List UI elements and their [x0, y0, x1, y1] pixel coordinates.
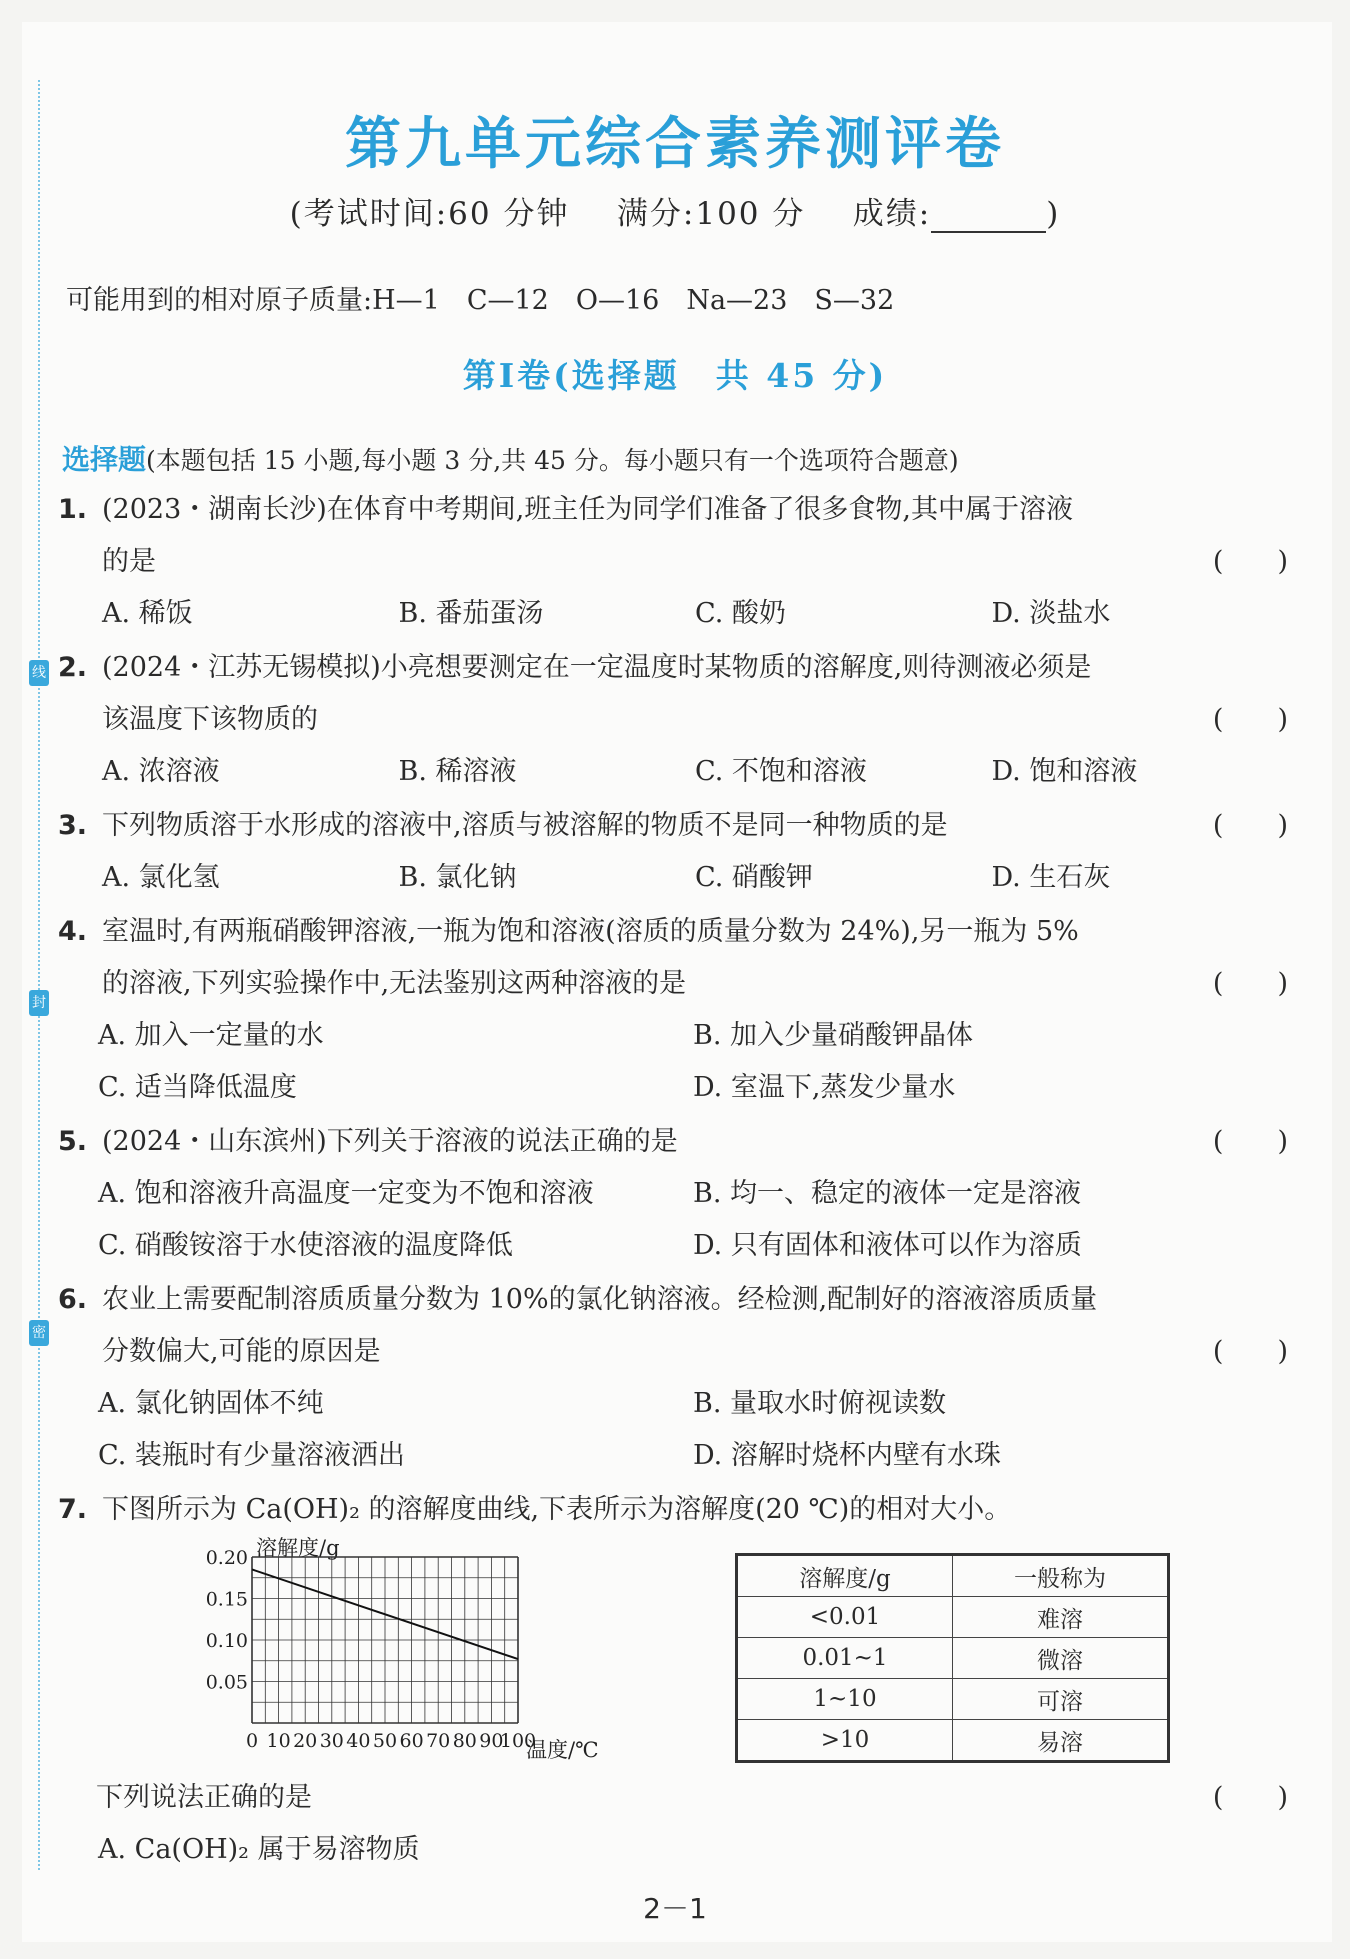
- solubility-chart: [200, 1535, 610, 1765]
- question-stem: 的溶液,下列实验操作中,无法鉴别这两种溶液的是: [102, 968, 687, 999]
- instructions-head: 选择题: [62, 443, 147, 476]
- x-axis-label: 温度/℃: [526, 1738, 599, 1762]
- option-c[interactable]: C. 装瓶时有少量溶液洒出: [98, 1440, 405, 1471]
- margin-tag-seal: 封: [29, 990, 49, 1016]
- table-row: [737, 1638, 1169, 1679]
- table-cell: 易溶: [953, 1720, 1169, 1762]
- answer-blank[interactable]: ( ): [1212, 1336, 1288, 1367]
- option-c[interactable]: C. 硝酸铵溶于水使溶液的温度降低: [98, 1230, 513, 1261]
- page-number: 2－1: [643, 1892, 707, 1925]
- answer-blank[interactable]: ( ): [1212, 546, 1288, 577]
- option-b[interactable]: B. 稀溶液: [398, 756, 517, 787]
- option-c[interactable]: C. 适当降低温度: [98, 1072, 297, 1103]
- option-a[interactable]: A. 加入一定量的水: [98, 1020, 324, 1051]
- question-1: [58, 484, 1288, 640]
- x-tick-label: 100: [499, 1730, 537, 1752]
- option-b[interactable]: B. 量取水时俯视读数: [693, 1388, 947, 1419]
- x-tick-label: 10: [266, 1730, 291, 1752]
- table-row: [737, 1597, 1169, 1638]
- option-d[interactable]: D. 只有固体和液体可以作为溶质: [693, 1230, 1082, 1261]
- y-tick-label: 0.15: [205, 1588, 248, 1611]
- question-stem: (2024・江苏无锡模拟)小亮想要测定在一定温度时某物质的溶解度,则待测液必须是: [102, 652, 1092, 683]
- options: [58, 1378, 1288, 1430]
- exam-time: (考试时间:60 分钟: [289, 196, 570, 232]
- question-stem: 下列物质溶于水形成的溶液中,溶质与被溶解的物质不是同一种物质的是: [102, 810, 948, 841]
- question-2: [58, 642, 1288, 798]
- question-stem: 该温度下该物质的: [102, 704, 318, 735]
- x-tick-label: 30: [319, 1730, 344, 1752]
- answer-blank[interactable]: ( ): [1212, 704, 1288, 735]
- question-3: [58, 800, 1288, 904]
- margin-tag-secret: 密: [29, 1320, 49, 1346]
- exam-info: [0, 188, 1350, 233]
- margin-tag-line: 线: [29, 660, 49, 686]
- instructions-text: (本题包括 15 小题,每小题 3 分,共 45 分。每小题只有一个选项符合题意): [146, 446, 959, 475]
- grade-label: 成绩:: [852, 196, 932, 232]
- question-stem: (2024・山东滨州)下列关于溶液的说法正确的是: [102, 1126, 678, 1157]
- x-tick-label: 0: [245, 1730, 259, 1752]
- x-tick-label: 60: [399, 1730, 424, 1752]
- option-b[interactable]: B. 均一、稳定的液体一定是溶液: [693, 1178, 1082, 1209]
- question-stem: 农业上需要配制溶质质量分数为 10%的氯化钠溶液。经检测,配制好的溶液溶质质量: [102, 1284, 1098, 1315]
- options: [58, 746, 1288, 798]
- option-a[interactable]: A. 氯化氢: [102, 862, 220, 893]
- question-5: [58, 1116, 1288, 1272]
- option-a[interactable]: A. 稀饭: [102, 598, 193, 629]
- options: [58, 588, 1288, 640]
- table-cell: 难溶: [953, 1597, 1169, 1638]
- option-d[interactable]: D. 饱和溶液: [991, 756, 1138, 787]
- question-stem: (2023・湖南长沙)在体育中考期间,班主任为同学们准备了很多食物,其中属于溶液: [102, 494, 1073, 525]
- instructions: [62, 438, 959, 478]
- y-axis-label: 溶解度/g: [256, 1536, 340, 1560]
- option-b[interactable]: B. 氯化钠: [398, 862, 517, 893]
- question-7-continued: [58, 1772, 1288, 1876]
- x-tick-label: 70: [426, 1730, 451, 1752]
- option-d[interactable]: D. 淡盐水: [991, 598, 1111, 629]
- option-d[interactable]: D. 生石灰: [991, 862, 1111, 893]
- option-d[interactable]: D. 溶解时烧杯内壁有水珠: [693, 1440, 1001, 1471]
- question-number: 5.: [58, 1126, 88, 1157]
- table-cell: 微溶: [953, 1638, 1169, 1679]
- option-b[interactable]: B. 番茄蛋汤: [398, 598, 544, 629]
- option-a[interactable]: A. 浓溶液: [102, 756, 220, 787]
- y-tick-label: 0.05: [205, 1671, 248, 1694]
- options: [58, 1062, 1288, 1114]
- table-row: [737, 1679, 1169, 1720]
- table-row: [737, 1720, 1169, 1762]
- options: [58, 1010, 1288, 1062]
- table-cell: 可溶: [953, 1679, 1169, 1720]
- option-a[interactable]: A. 饱和溶液升高温度一定变为不饱和溶液: [98, 1178, 594, 1209]
- grade-blank[interactable]: [931, 201, 1046, 233]
- x-tick-label: 90: [479, 1730, 504, 1752]
- x-tick-label: 80: [452, 1730, 477, 1752]
- options: [58, 1430, 1288, 1482]
- binding-line: [38, 80, 40, 1870]
- option-c[interactable]: C. 酸奶: [695, 598, 786, 629]
- question-number: 1.: [58, 494, 88, 525]
- x-tick-label: 50: [372, 1730, 398, 1752]
- close-paren: ): [1046, 196, 1061, 232]
- answer-blank[interactable]: ( ): [1212, 1126, 1288, 1157]
- options: [58, 1824, 1288, 1876]
- question-stem: 室温时,有两瓶硝酸钾溶液,一瓶为饱和溶液(溶质的质量分数为 24%),另一瓶为 5%: [102, 916, 1079, 947]
- table-cell: 1~10: [737, 1679, 953, 1720]
- question-stem: 的是: [102, 546, 156, 577]
- answer-blank[interactable]: ( ): [1212, 810, 1288, 841]
- options: [58, 1168, 1288, 1220]
- table-header: 一般称为: [953, 1555, 1169, 1597]
- question-number: 2.: [58, 652, 88, 683]
- answer-blank[interactable]: ( ): [1212, 968, 1288, 999]
- options: [58, 852, 1288, 904]
- question-number: 7.: [58, 1494, 88, 1525]
- option-a[interactable]: A. Ca(OH)₂ 属于易溶物质: [98, 1834, 420, 1865]
- question-4: [58, 906, 1288, 1114]
- option-d[interactable]: D. 室温下,蒸发少量水: [693, 1072, 956, 1103]
- y-tick-label: 0.10: [205, 1630, 248, 1652]
- page-title: 第九单元综合素养测评卷: [345, 112, 1005, 177]
- question-6: [58, 1274, 1288, 1482]
- table-cell: >10: [737, 1720, 953, 1762]
- table-cell: 0.01~1: [737, 1638, 953, 1679]
- table-cell: <0.01: [737, 1597, 953, 1638]
- question-stem: 分数偏大,可能的原因是: [102, 1336, 381, 1367]
- atomic-masses: 可能用到的相对原子质量:H—1 C—12 O—16 Na—23 S—32: [66, 285, 895, 316]
- question-stem: 下列说法正确的是: [96, 1782, 312, 1813]
- question-number: 6.: [58, 1284, 88, 1315]
- x-tick-label: 40: [346, 1730, 371, 1752]
- section-title: 第Ⅰ卷(选择题 共 45 分): [462, 356, 888, 395]
- y-tick-label: 0.20: [205, 1547, 248, 1569]
- question-number: 4.: [58, 916, 88, 947]
- options: [58, 1220, 1288, 1272]
- question-number: 3.: [58, 810, 88, 841]
- option-a[interactable]: A. 氯化钠固体不纯: [98, 1388, 324, 1419]
- question-7: [58, 1484, 1288, 1536]
- option-c[interactable]: C. 不饱和溶液: [695, 756, 867, 787]
- table-header: 溶解度/g: [737, 1555, 953, 1597]
- question-stem: 下图所示为 Ca(OH)₂ 的溶解度曲线,下表所示为溶解度(20 ℃)的相对大小。: [102, 1494, 1012, 1525]
- answer-blank[interactable]: ( ): [1212, 1782, 1288, 1813]
- table-header-row: [737, 1555, 1169, 1597]
- option-b[interactable]: B. 加入少量硝酸钾晶体: [693, 1020, 974, 1051]
- option-c[interactable]: C. 硝酸钾: [695, 862, 813, 893]
- solubility-table: [735, 1553, 1170, 1763]
- full-score: 满分:100 分: [616, 196, 806, 232]
- x-tick-label: 20: [293, 1730, 318, 1752]
